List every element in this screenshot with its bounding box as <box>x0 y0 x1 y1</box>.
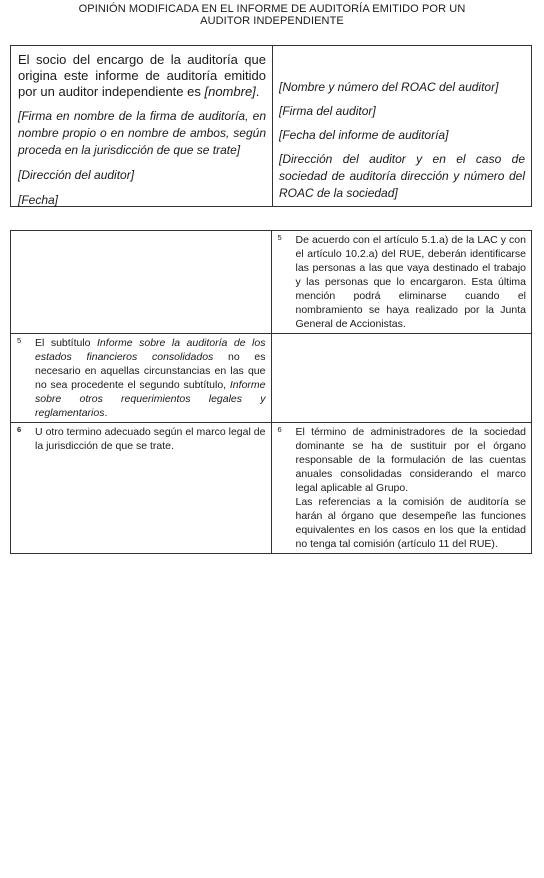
footnote-row <box>11 334 532 423</box>
footnote-text-part: . <box>104 407 108 419</box>
page-header <box>60 3 484 27</box>
auditor-address-placeholder: [Dirección del auditor] <box>18 168 135 182</box>
engagement-partner-statement <box>18 52 266 100</box>
footnote-italic-title: Informe sobre la auditoría de los estados financieros consolidados <box>35 337 266 363</box>
footnote-number: 5 <box>277 233 282 242</box>
footnote-row <box>11 231 532 334</box>
partner-name-placeholder: [nombre] <box>204 84 256 99</box>
footnote-text <box>296 425 527 551</box>
footnote-text: U otro termino adecuado según el marco legal de la jurisdicción de que se trate. <box>35 426 266 452</box>
footnote-paragraph: El término de administradores de la sociedad dominante se ha de sustituir por el órgano responsable de la formulación de las cuentas anuales consolidadas considerando el marco legal aplicable al Grupo. <box>295 426 526 494</box>
empty-cell <box>11 231 272 334</box>
firm-signature-placeholder: [Firma en nombre de la firma de auditoría, en nombre propio o en nombre de ambos, según proceda en la jurisdicción de que se trate] <box>18 109 266 157</box>
statement-text: El socio del encargo de la auditoría que origina este informe de auditoría emitido por un auditor independiente es <box>18 52 266 99</box>
footnote-paragraph: Las referencias a la comisión de auditoría se harán al órgano que desempeñe las funciones equivalentes en los casos en los que la entidad no tenga tal comisión (artículo 11 del RUE). <box>295 496 526 550</box>
footnote-cell <box>271 423 532 554</box>
header-line-2: AUDITOR INDEPENDIENTE <box>200 15 344 27</box>
empty-cell <box>271 334 532 423</box>
signature-right-column <box>273 46 531 206</box>
auditor-firm-address-placeholder: [Dirección del auditor y en el caso de sociedad de auditoría dirección y número del ROAC de la sociedad] <box>279 152 525 200</box>
signature-left-column <box>11 46 273 206</box>
footnotes-table <box>10 230 532 554</box>
report-date-placeholder: [Fecha del informe de auditoría] <box>279 128 449 142</box>
footnote-text <box>35 336 266 420</box>
footnote-cell <box>271 231 532 334</box>
footnote-text: De acuerdo con el artículo 5.1.a) de la LAC y con el artículo 10.2.a) del RUE, deberán identificarse las personas a las que vaya destinado el trabajo y las personas que lo encargaron. Esta última mención podrá eliminarse cuando el nombramiento se haya realizado por la Junta General de Accionistas. <box>295 234 526 330</box>
roac-placeholder: [Nombre y número del ROAC del auditor] <box>279 80 499 94</box>
auditor-signature-placeholder: [Firma del auditor] <box>279 104 376 118</box>
footnote-italic-title: Informe sobre otros requerimientos legales y reglamentarios <box>35 379 266 419</box>
footnote-cell <box>11 423 272 554</box>
footnote-cell <box>11 334 272 423</box>
statement-end: . <box>255 84 260 99</box>
footnote-number: 6 <box>277 425 282 434</box>
footnote-row <box>11 423 532 554</box>
footnote-text-part: no es necesario en aquellas circunstancias en las que no sea procedente el segundo subtítulo, <box>35 351 266 391</box>
date-placeholder: [Fecha] <box>18 193 59 207</box>
signature-block <box>10 45 532 207</box>
header-line-1: OPINIÓN MODIFICADA EN EL INFORME DE AUDITORÍA EMITIDO POR UN <box>78 3 466 15</box>
footnote-number: 5 <box>17 336 22 345</box>
footnote-number: 6 <box>17 425 22 434</box>
footnote-text-part: El subtítulo <box>35 337 98 349</box>
